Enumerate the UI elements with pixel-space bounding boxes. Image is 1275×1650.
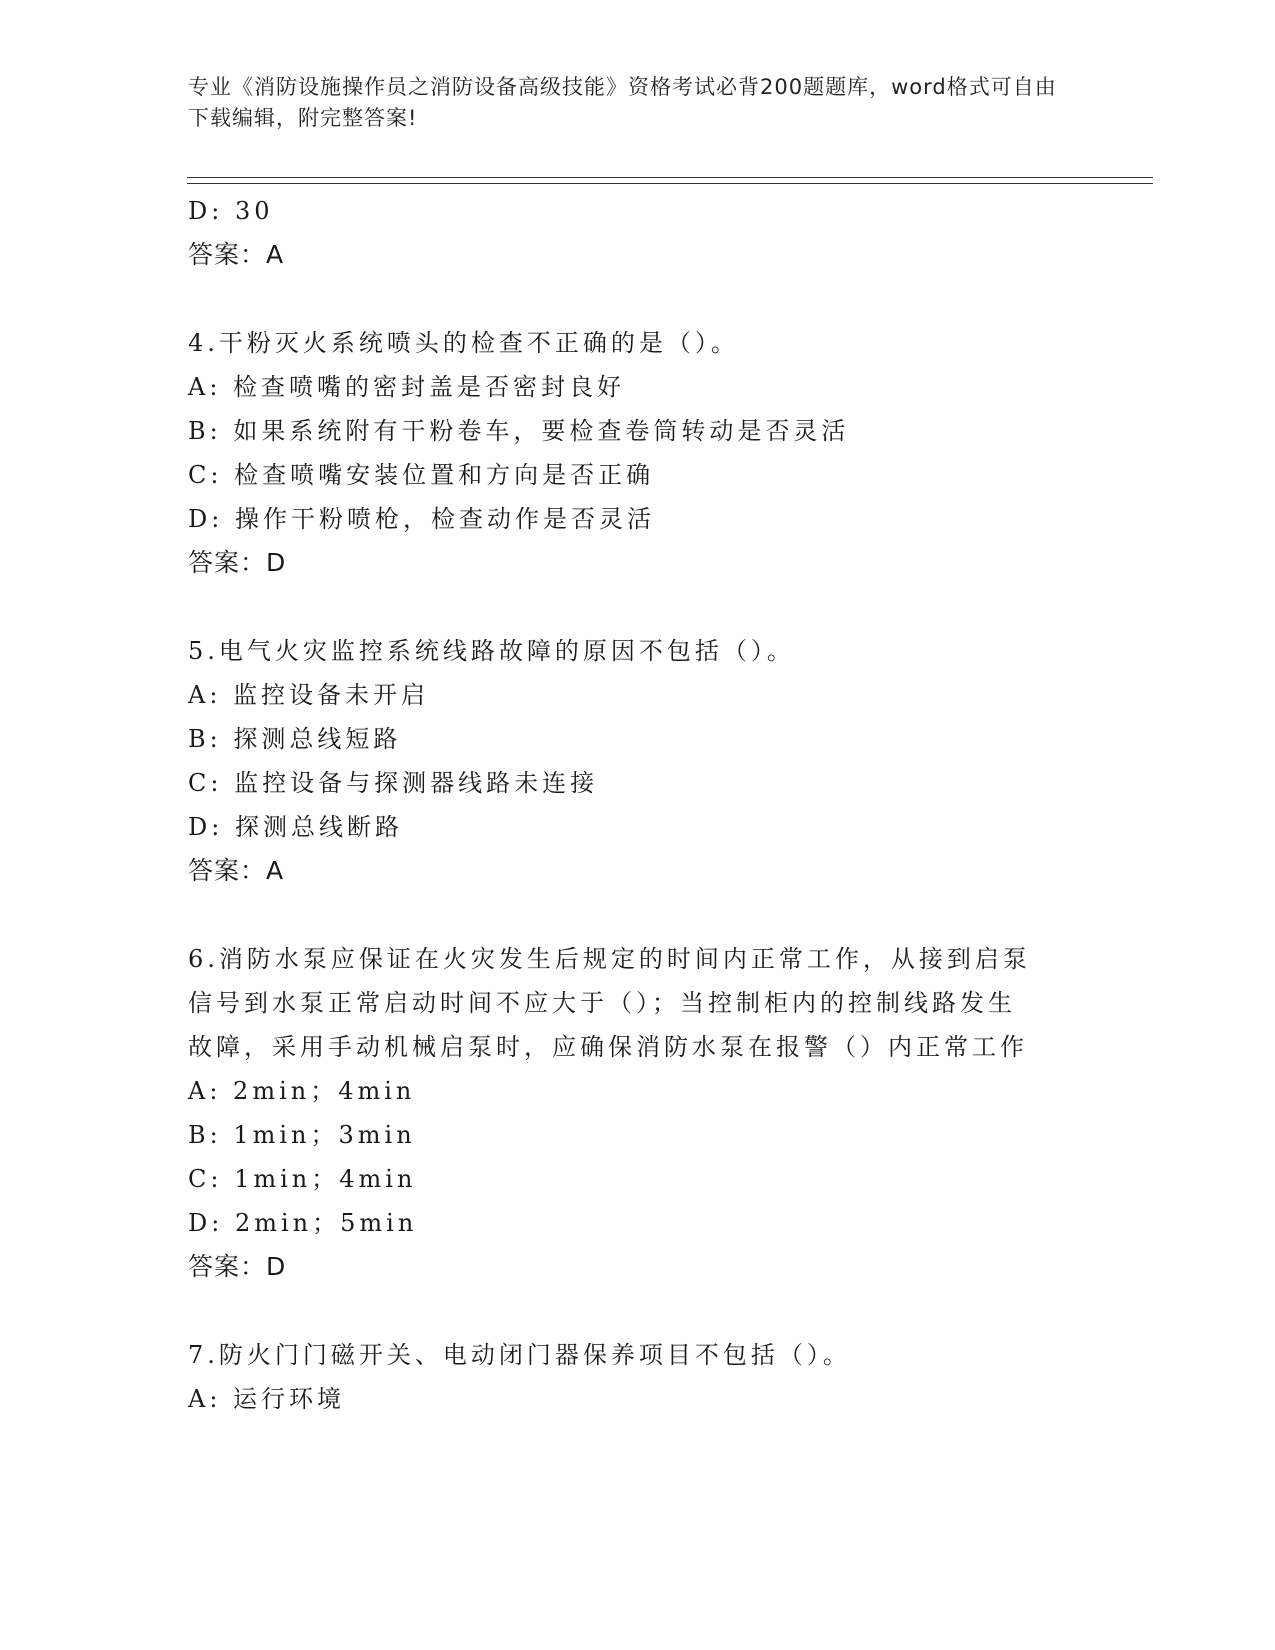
option-d: D: 2min；5min — [188, 1209, 418, 1237]
answer: 答案：A — [188, 240, 285, 269]
option-a: A: 检查喷嘴的密封盖是否密封良好 — [188, 373, 626, 401]
option-c: C: 监控设备与探测器线路未连接 — [188, 769, 599, 797]
question-6-continued: 故障，采用手动机械启泵时，应确保消防水泵在报警（）内正常工作 — [188, 1033, 1028, 1061]
option-d: D: 操作干粉喷枪，检查动作是否灵活 — [188, 505, 655, 533]
answer: 答案：A — [188, 856, 285, 885]
answer: 答案：D — [188, 1252, 287, 1281]
question-6-continued: 信号到水泵正常启动时间不应大于（）；当控制柜内的控制线路发生 — [188, 989, 1016, 1017]
question-5: 5.电气火灾监控系统线路故障的原因不包括（）。 — [188, 637, 795, 665]
question-7: 7.防火门门磁开关、电动闭门器保养项目不包括（）。 — [188, 1341, 851, 1369]
option-d: D: 探测总线断路 — [188, 813, 403, 841]
answer: 答案：D — [188, 548, 287, 577]
header-rule-top — [187, 177, 1153, 178]
document-header: 专业《消防设施操作员之消防设备高级技能》资格考试必背200题题库，word格式可自由下载编辑，附完整答案! — [188, 75, 1057, 130]
option-c: C: 1min；4min — [188, 1165, 417, 1193]
option-a: A: 监控设备未开启 — [188, 681, 430, 709]
option-d: D: 30 — [188, 197, 274, 225]
option-b: B: 如果系统附有干粉卷车，要检查卷筒转动是否灵活 — [188, 417, 850, 445]
option-a: A: 2min；4min — [188, 1077, 416, 1105]
option-c: C: 检查喷嘴安装位置和方向是否正确 — [188, 461, 655, 489]
option-a: A: 运行环境 — [188, 1385, 346, 1413]
option-b: B: 1min；3min — [188, 1121, 416, 1149]
option-b: B: 探测总线短路 — [188, 725, 402, 753]
question-4: 4.干粉灭火系统喷头的检查不正确的是（）。 — [188, 329, 739, 357]
header-rule-bottom — [187, 183, 1153, 184]
question-6: 6.消防水泵应保证在火灾发生后规定的时间内正常工作，从接到启泵 — [188, 945, 1031, 973]
